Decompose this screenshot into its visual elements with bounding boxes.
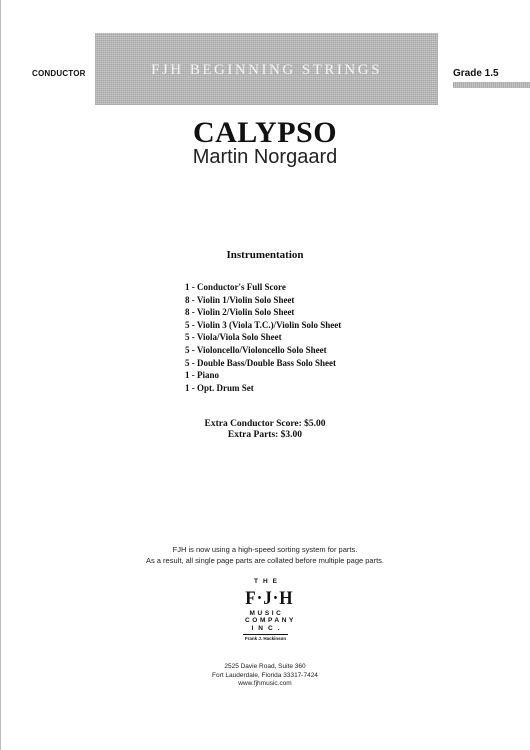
instrumentation-item: 5 - Viola/Viola Solo Sheet bbox=[185, 332, 282, 343]
instrumentation-list bbox=[185, 281, 341, 394]
grade-label: Grade 1.5 bbox=[453, 68, 499, 79]
logo-music: MUSIC bbox=[249, 609, 284, 617]
logo-inc: INC. bbox=[251, 624, 285, 632]
logo-company: COMPANY bbox=[245, 617, 296, 624]
publisher-address bbox=[0, 663, 530, 689]
sorting-notice bbox=[0, 544, 530, 566]
series-title: FJH BEGINNING STRINGS bbox=[151, 62, 382, 78]
composer-name: Martin Norgaard bbox=[192, 146, 338, 168]
grade-strip bbox=[453, 82, 530, 88]
instrumentation-heading: Instrumentation bbox=[226, 249, 304, 261]
logo-monogram: F·J·H bbox=[245, 587, 294, 609]
instrumentation-item: 5 - Violoncello/Violoncello Solo Sheet bbox=[185, 344, 327, 355]
address-line: 2525 Davie Road, Suite 360 bbox=[224, 663, 306, 670]
publisher-logo bbox=[243, 578, 296, 641]
address-line: Fort Lauderdale, Florida 33317-7424 bbox=[212, 671, 318, 679]
instrumentation-item: 5 - Violin 3 (Viola T.C.)/Violin Solo Sheet bbox=[185, 319, 342, 330]
extra-parts-price: Extra Parts: $3.00 bbox=[227, 430, 303, 440]
page-edge-rule bbox=[0, 0, 1, 750]
notice-line: FJH is now using a high-speed sorting system for parts. bbox=[172, 545, 358, 554]
logo-divider bbox=[243, 634, 288, 635]
instrumentation-item: 1 - Conductor's Full Score bbox=[185, 282, 286, 292]
price-block bbox=[0, 419, 530, 441]
logo-founder: Frank J. Hackinson bbox=[244, 636, 287, 641]
website-link[interactable]: www.fjhmusic.com bbox=[238, 680, 292, 687]
instrumentation-item: 8 - Violin 1/Violin Solo Sheet bbox=[185, 294, 295, 305]
extra-score-price: Extra Conductor Score: $5.00 bbox=[204, 419, 326, 429]
notice-line: As a result, all single page parts are collated before multiple page parts. bbox=[145, 556, 385, 565]
piece-title: CALYPSO bbox=[192, 116, 338, 149]
instrumentation-item: 5 - Double Bass/Double Bass Solo Sheet bbox=[185, 357, 337, 368]
instrumentation-item: 1 - Piano bbox=[185, 370, 220, 381]
conductor-label: CONDUCTOR bbox=[32, 69, 86, 78]
instrumentation-item: 1 - Opt. Drum Set bbox=[185, 382, 254, 393]
logo-the: THE bbox=[254, 578, 282, 585]
instrumentation-item: 8 - Violin 2/Violin Solo Sheet bbox=[185, 307, 295, 318]
